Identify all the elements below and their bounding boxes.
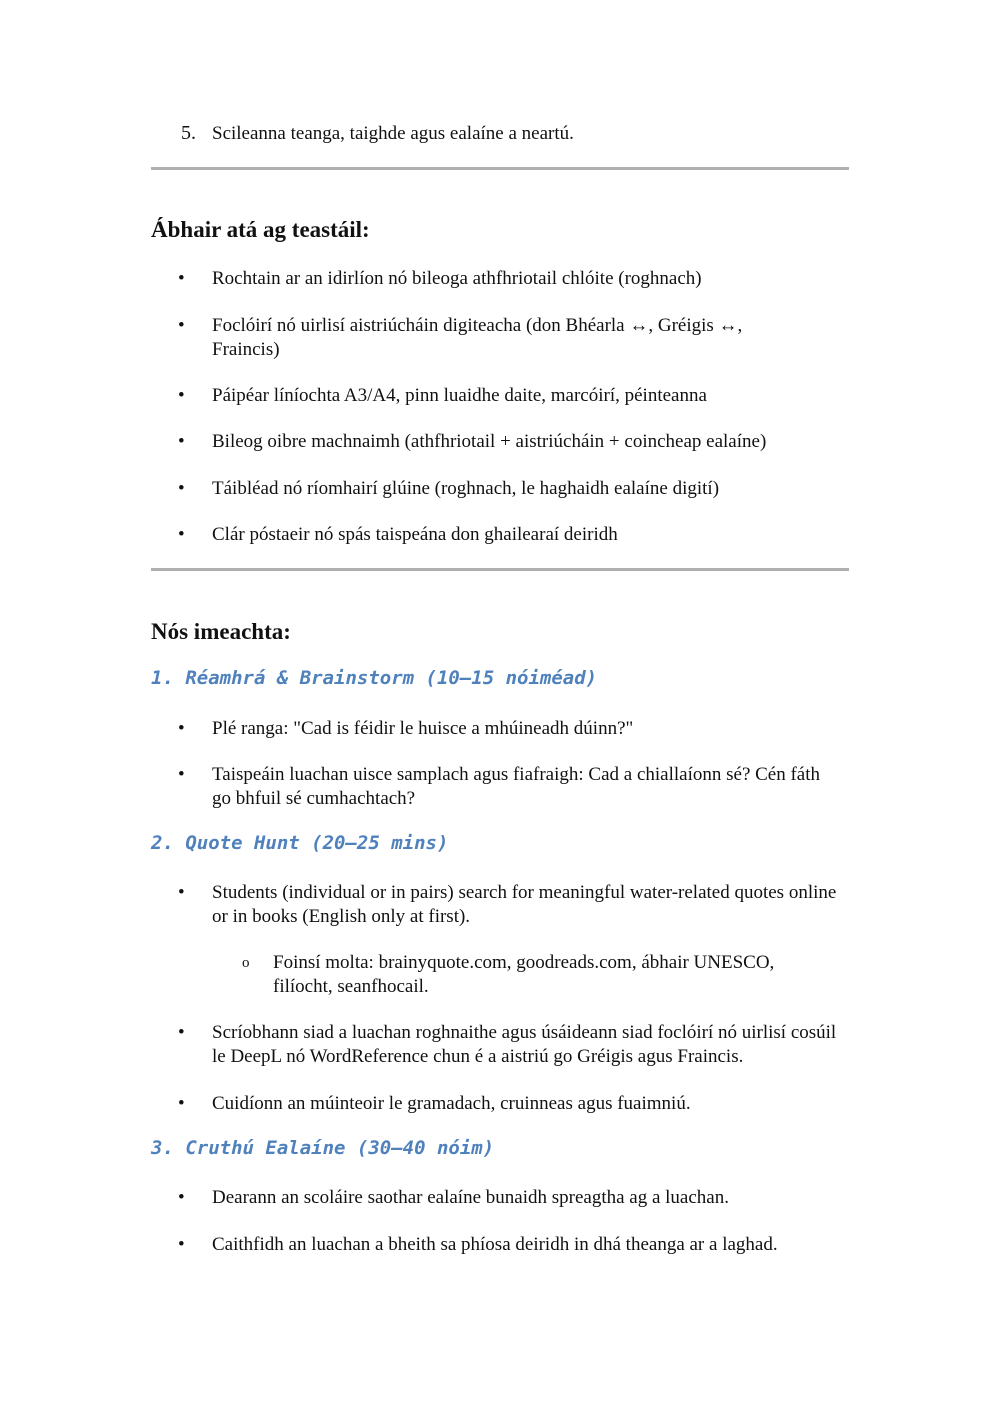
bullet-icon: • bbox=[178, 524, 185, 545]
bullet-icon: • bbox=[178, 315, 185, 336]
sub-bullet-icon: o bbox=[242, 955, 250, 971]
procedure-heading: Nós imeachta: bbox=[151, 619, 291, 644]
bullet-icon: • bbox=[178, 764, 185, 785]
materials-heading: Ábhair atá ag teastáil: bbox=[151, 217, 370, 242]
bullet-icon: • bbox=[178, 268, 185, 289]
list-number: 5. bbox=[181, 122, 196, 144]
bullet-icon: • bbox=[178, 478, 185, 499]
bullet-icon: • bbox=[178, 1187, 185, 1208]
bullet-icon: • bbox=[178, 882, 185, 903]
list-item: Táibléad nó ríomhairí glúine (roghnach, le haghaidh ealaíne digití) bbox=[212, 478, 720, 499]
list-item: Foclóirí nó uirlisí aistriúcháin digiteacha (don Bhéarla ↔, Gréigis ↔, Fraincis) bbox=[212, 315, 743, 360]
list-item: Cuidíonn an múinteoir le gramadach, cruinneas agus fuaimniú. bbox=[212, 1093, 691, 1114]
bullet-icon: • bbox=[178, 1093, 185, 1114]
list-item: Scríobhann siad a luachan roghnaithe agus úsáideann siad foclóirí nó uirlisí cosúil le DeepL nó WordReference chun é a aistriú go Gréigis agus Fraincis. bbox=[212, 1022, 837, 1067]
bullet-icon: • bbox=[178, 1234, 185, 1255]
list-item: Taispeáin luachan uisce samplach agus fiafraigh: Cad a chiallaíonn sé? Cén fáth go bhfuil sé cumhachtach? bbox=[212, 764, 821, 809]
step-heading: 2. Quote Hunt (20–25 mins) bbox=[151, 832, 449, 854]
step-heading: 1. Réamhrá & Brainstorm (10–15 nóiméad) bbox=[151, 667, 598, 689]
step-heading: 3. Cruthú Ealaíne (30–40 nóim) bbox=[151, 1137, 495, 1159]
list-item: Clár póstaeir nó spás taispeána don ghailearaí deiridh bbox=[212, 524, 618, 545]
bullet-icon: • bbox=[178, 431, 185, 452]
divider bbox=[151, 167, 849, 170]
divider bbox=[151, 568, 849, 571]
list-item: Rochtain ar an idirlíon nó bileoga athfhriotail chlóite (roghnach) bbox=[212, 268, 702, 289]
list-item: Páipéar líníochta A3/A4, pinn luaidhe daite, marcóirí, péinteanna bbox=[212, 385, 707, 406]
bullet-icon: • bbox=[178, 1022, 185, 1043]
bullet-icon: • bbox=[178, 385, 185, 406]
list-item: Students (individual or in pairs) search for meaningful water-related quotes online or in books (English only at first). bbox=[212, 882, 837, 927]
list-item: Dearann an scoláire saothar ealaíne bunaidh spreagtha ag a luachan. bbox=[212, 1187, 729, 1208]
list-item: Bileog oibre machnaimh (athfhriotail + aistriúcháin + coincheap ealaíne) bbox=[212, 431, 767, 452]
list-item: Plé ranga: "Cad is féidir le huisce a mhúineadh dúinn?" bbox=[212, 718, 634, 739]
sub-list-item: Foinsí molta: brainyquote.com, goodreads.com, ábhair UNESCO, filíocht, seanfhocail. bbox=[273, 952, 775, 997]
objective-item-text: Scileanna teanga, taighde agus ealaíne a neartú. bbox=[212, 123, 574, 144]
bullet-icon: • bbox=[178, 718, 185, 739]
list-item: Caithfidh an luachan a bheith sa phíosa deiridh in dhá theanga ar a laghad. bbox=[212, 1234, 778, 1255]
